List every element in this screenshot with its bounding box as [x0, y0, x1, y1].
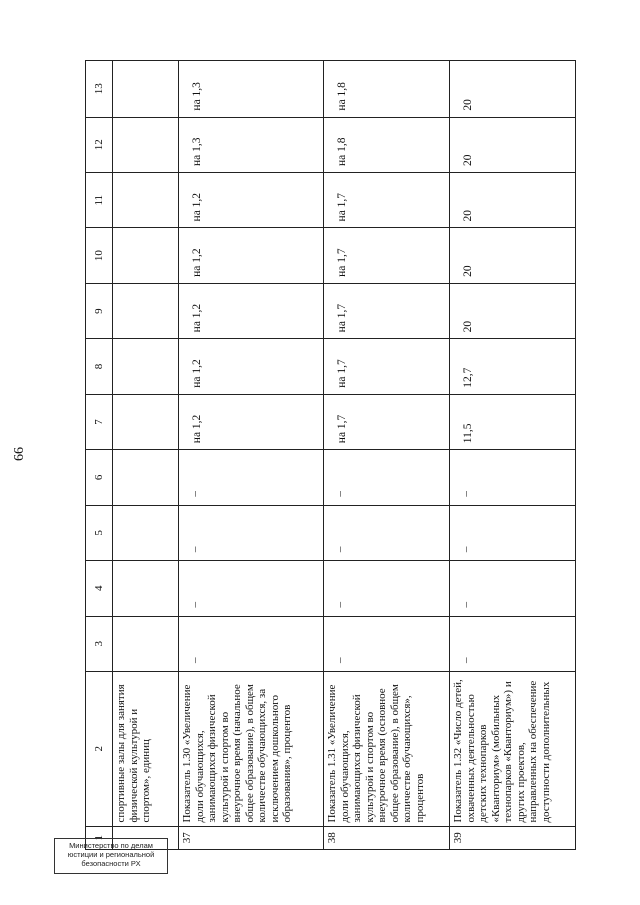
header-cell: 2	[86, 671, 113, 826]
value-cell: на 1,8	[324, 117, 450, 172]
value-cell: –	[324, 450, 450, 505]
value-cell: –	[450, 561, 576, 616]
value-cell: на 1,3	[179, 117, 324, 172]
value-cell: на 1,2	[179, 228, 324, 283]
row-description-cell: спортивные залы для занятия физической культурой и спортом», единиц	[113, 671, 179, 826]
value-cell: на 1,7	[324, 228, 450, 283]
header-cell: 7	[86, 394, 113, 449]
value-cell: на 1,8	[324, 61, 450, 118]
header-cell: 13	[86, 61, 113, 118]
header-cell: 5	[86, 505, 113, 560]
header-cell: 9	[86, 283, 113, 338]
value-cell: –	[324, 505, 450, 560]
indicator-table	[85, 60, 576, 850]
registration-stamp: Министерство по делам юстиции и региональной безопасности РХ	[54, 838, 168, 874]
value-cell	[113, 450, 179, 505]
value-cell: –	[324, 561, 450, 616]
value-cell: 20	[450, 61, 576, 118]
value-cell: –	[179, 561, 324, 616]
value-cell: 20	[450, 117, 576, 172]
value-cell: на 1,2	[179, 339, 324, 394]
header-cell: 8	[86, 339, 113, 394]
value-cell: на 1,3	[179, 61, 324, 118]
value-cell: на 1,2	[179, 283, 324, 338]
value-cell: на 1,7	[324, 339, 450, 394]
value-cell: на 1,7	[324, 394, 450, 449]
table-row	[324, 61, 450, 850]
value-cell: на 1,2	[179, 394, 324, 449]
value-cell: на 1,2	[179, 173, 324, 228]
table-header-row	[86, 61, 113, 850]
row-id-cell: 38	[324, 826, 450, 849]
value-cell	[113, 173, 179, 228]
value-cell	[113, 394, 179, 449]
row-id-cell: 39	[450, 826, 576, 849]
value-cell: –	[450, 505, 576, 560]
value-cell: –	[450, 450, 576, 505]
table-row	[113, 61, 179, 850]
value-cell: 11,5	[450, 394, 576, 449]
value-cell	[113, 283, 179, 338]
value-cell: –	[179, 450, 324, 505]
value-cell: 20	[450, 173, 576, 228]
header-cell: 1	[86, 826, 113, 849]
table-row	[179, 61, 324, 850]
value-cell	[113, 561, 179, 616]
value-cell: 20	[450, 283, 576, 338]
value-cell: –	[179, 616, 324, 671]
header-cell: 11	[86, 173, 113, 228]
page-number: 66	[12, 447, 27, 461]
header-cell: 3	[86, 616, 113, 671]
value-cell: –	[450, 616, 576, 671]
value-cell	[113, 505, 179, 560]
value-cell	[113, 228, 179, 283]
value-cell: на 1,7	[324, 283, 450, 338]
value-cell: –	[179, 505, 324, 560]
row-description-cell: Показатель 1.32 «Число детей, охваченных деятельностью детских технопарков «Кванториум» (мобильных технопарков «Кванториум») и других проектов, направленных на обеспечение доступности дополнительных	[450, 671, 576, 826]
value-cell	[113, 117, 179, 172]
header-cell: 6	[86, 450, 113, 505]
row-description-cell: Показатель 1.31 «Увеличение доли обучающихся, занимающихся физической культурой и спортом во внеурочное время (основное общее образование), в общем количестве обучающихся», процентов	[324, 671, 450, 826]
row-id-cell: 37	[179, 826, 324, 849]
value-cell	[113, 616, 179, 671]
header-cell: 4	[86, 561, 113, 616]
header-cell: 10	[86, 228, 113, 283]
value-cell: 20	[450, 228, 576, 283]
value-cell: –	[324, 616, 450, 671]
value-cell	[113, 339, 179, 394]
indicator-table-wrapper	[85, 60, 570, 850]
row-description-cell: Показатель 1.30 «Увеличение доли обучающихся, занимающихся физической культурой и спортом во внеурочное время (начальное общее образование), в общем количестве обучающихся, за исключением дошкольного образования», процентов	[179, 671, 324, 826]
value-cell: 12,7	[450, 339, 576, 394]
header-cell: 12	[86, 117, 113, 172]
table-row	[450, 61, 576, 850]
value-cell	[113, 61, 179, 118]
value-cell: на 1,7	[324, 173, 450, 228]
